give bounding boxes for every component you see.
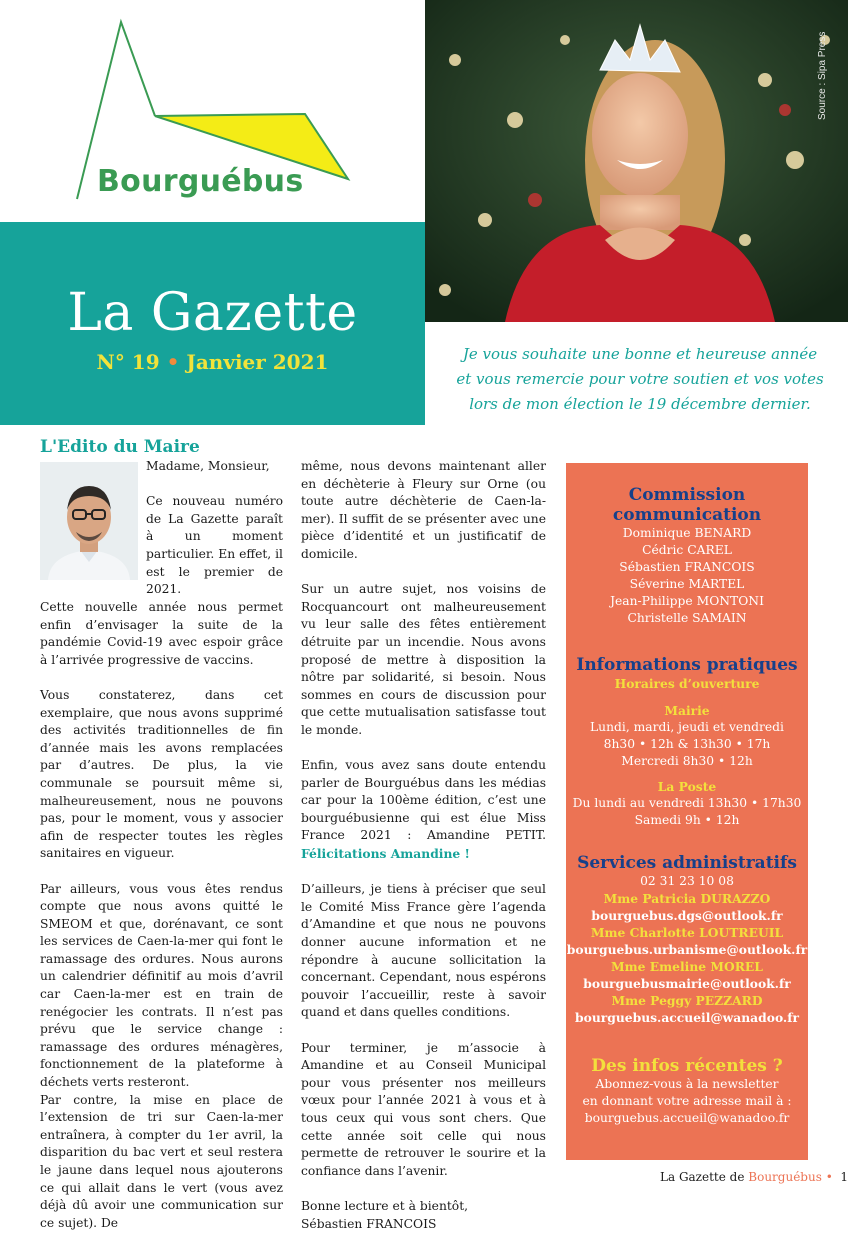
edito-column-1 <box>40 599 283 1232</box>
edito-paragraph: Pour terminer, je m’associe à Amandine et au Conseil Municipal pour vous présenter nos meilleurs vœux pour l’année 2021 à vous et à tous ceux qui vous sont chers. Que cette année soit celle qui nous permette de retrouver le sourire et la confiance dans l’avenir. <box>301 1040 546 1178</box>
mairie-hours: Lundi, mardi, jeudi et vendredi <box>590 720 784 734</box>
commission-title: Commission communication <box>612 485 762 525</box>
member-name: Christelle SAMAIN <box>627 611 747 625</box>
page-number: 1 <box>840 1170 848 1184</box>
newsletter-line: Abonnez-vous à la newsletter <box>595 1077 779 1091</box>
miss-quote <box>440 342 840 417</box>
opening-hours-subtitle: Horaires d’ouverture <box>614 676 760 691</box>
footer-prefix: La Gazette de <box>660 1170 745 1184</box>
edito-paragraph: Par ailleurs, vous vous êtes rendus compte que nous avons quitté le SMEOM et que, dorénavant, ce sont les services de Caen-la-mer qui font le ramassage des ordures. Nous aurons un calendrier définitif au mois d’avril car Caen-la-mer est en train de renégocier les contrats. Il n’est pas prévu que le service change : ramassage des ordures ménagères, fonctionnement de la plateforme à déchets verts resteront. <box>40 881 283 1090</box>
infos-title: Informations pratiques <box>576 655 798 675</box>
mayor-photo <box>40 462 138 580</box>
member-name: Séverine MARTEL <box>629 577 745 591</box>
miss-france-photo <box>425 0 848 322</box>
edito-paragraph: Par contre, la mise en place de l’extension de tri sur Caen-la-mer entraînera, à compter du 1er avril, la disparition du bac vert et seul restera le jaune dans lequel nous ajouterons ce qui allait dans le vert (vous avez déjà dû avoir une communication sur ce sujet). De <box>40 1092 283 1230</box>
edito-paragraph: Ce nouveau numéro de La Gazette paraît à un moment particulier. En effet, il est le premier de 2021. <box>146 494 283 597</box>
edito-paragraph: Cette nouvelle année nous permet enfin d’envisager la suite de la pandémie Covid-19 avec espoir grâce à l’arrivée progressive de vaccins. <box>40 600 283 667</box>
issue-separator: • <box>166 350 180 374</box>
mairie-hours: Mercredi 8h30 • 12h <box>621 754 753 768</box>
footer-separator: • <box>825 1170 833 1184</box>
congratulations: Félicitations Amandine ! <box>301 846 470 862</box>
contact-name: Mme Charlotte LOUTREUIL <box>590 925 784 940</box>
mayor-signature: Sébastien FRANCOIS <box>301 1216 437 1231</box>
miss-france-text: Enfin, vous avez sans doute entendu parler de Bourguébus dans les médias car pour la 100ème édition, c’est une bourguébusienne qui est élue Miss France 2021 : Amandine PETIT. <box>301 758 546 843</box>
salutation: Madame, Monsieur, <box>146 459 270 473</box>
edito-paragraph: même, nous devons maintenant aller en déchèterie à Fleury sur Orne (ou toute autre déchèterie de Caen-la-mer). Il suffit de se présenter avec une pièce d’identité et un justificatif de domicile. <box>301 459 546 561</box>
edito-paragraph: Vous constaterez, dans cet exemplaire, que nous avons supprimé des activités traditionnelles de fin d’année mais les avons remplacées par d’autres. De plus, la vie communale se poursuit même si, malheureusement, nous ne pouvons pas, pour le moment, vous y associer afin de respecter toutes les règles sanitaires en vigueur. <box>40 687 283 861</box>
member-name: Sébastien FRANCOIS <box>619 560 755 574</box>
edito-paragraph <box>301 757 546 864</box>
edito-paragraph: Sur un autre sujet, nos voisins de Rocquancourt ont malheureusement vu leur salle des fêtes entièrement détruite par un incendie. Nous avons proposé de mettre à disposition la nôtre par solidarité, si besoin. Nous sommes en cours de discussion pour que cette mutualisation satisfasse tout le monde. <box>301 582 546 737</box>
quote-line: et vous remercie pour votre soutien et vos votes <box>456 370 824 388</box>
contact-email[interactable]: bourguebus.urbanisme@outlook.fr <box>566 942 808 957</box>
contact-email[interactable]: bourguebusmairie@outlook.fr <box>583 976 791 991</box>
services-title: Services administratifs <box>577 853 797 873</box>
issue-number: N° 19 <box>96 350 160 374</box>
logo-town-name: Bourguébus <box>97 164 304 199</box>
member-name: Cédric CAREL <box>642 543 732 557</box>
contact-name: Mme Emeline MOREL <box>611 959 763 974</box>
quote-line: Je vous souhaite une bonne et heureuse année <box>462 345 818 363</box>
info-sidebar <box>566 463 808 1160</box>
mairie-hours: 8h30 • 12h & 13h30 • 17h <box>603 737 771 751</box>
poste-label: La Poste <box>657 779 717 794</box>
contact-name: Mme Peggy PEZZARD <box>611 993 763 1008</box>
commission-members <box>566 525 808 627</box>
photo-credit: Source : Sipa Press <box>817 31 828 120</box>
newsletter-email[interactable]: bourguebus.accueil@wanadoo.fr <box>584 1111 790 1125</box>
poste-hours: Du lundi au vendredi 13h30 • 17h30 <box>572 796 802 810</box>
photo-illustration <box>425 0 848 322</box>
issue-month: Janvier 2021 <box>186 350 329 374</box>
quote-line: lors de mon élection le 19 décembre dernier. <box>469 395 811 413</box>
closing: Bonne lecture et à bientôt, <box>301 1198 469 1213</box>
recent-info-title: Des infos récentes ? <box>591 1056 783 1076</box>
contact-email[interactable]: bourguebus.accueil@wanadoo.fr <box>575 1010 799 1025</box>
footer-brand: Bourguébus <box>748 1170 822 1184</box>
page-footer <box>660 1170 848 1184</box>
edito-title: L'Edito du Maire <box>40 437 200 457</box>
member-name: Jean-Philippe MONTONI <box>610 594 764 608</box>
issue-line <box>0 350 425 374</box>
newsletter-line: en donnant votre adresse mail à : <box>582 1094 792 1108</box>
contact-name: Mme Patricia DURAZZO <box>603 891 771 906</box>
edito-intro <box>146 458 283 599</box>
services-phone: 02 31 23 10 08 <box>640 874 734 888</box>
contact-email[interactable]: bourguebus.dgs@outlook.fr <box>591 908 783 923</box>
edito-paragraph: D’ailleurs, je tiens à préciser que seul le Comité Miss France gère l’agenda d’Amandine et que nous ne pouvons donner aucune information et ne répondre à aucune sollicitation la concernant. Cependant, nous espérons pouvoir l’accueillir, reste à savoir quand et dans quelles conditions. <box>301 882 546 1020</box>
edito-column-2 <box>301 458 546 1233</box>
mairie-label: Mairie <box>664 703 710 718</box>
member-name: Dominique BENARD <box>622 526 752 540</box>
publication-title: La Gazette <box>67 283 358 343</box>
mayor-portrait <box>40 462 138 580</box>
poste-hours: Samedi 9h • 12h <box>634 813 740 827</box>
